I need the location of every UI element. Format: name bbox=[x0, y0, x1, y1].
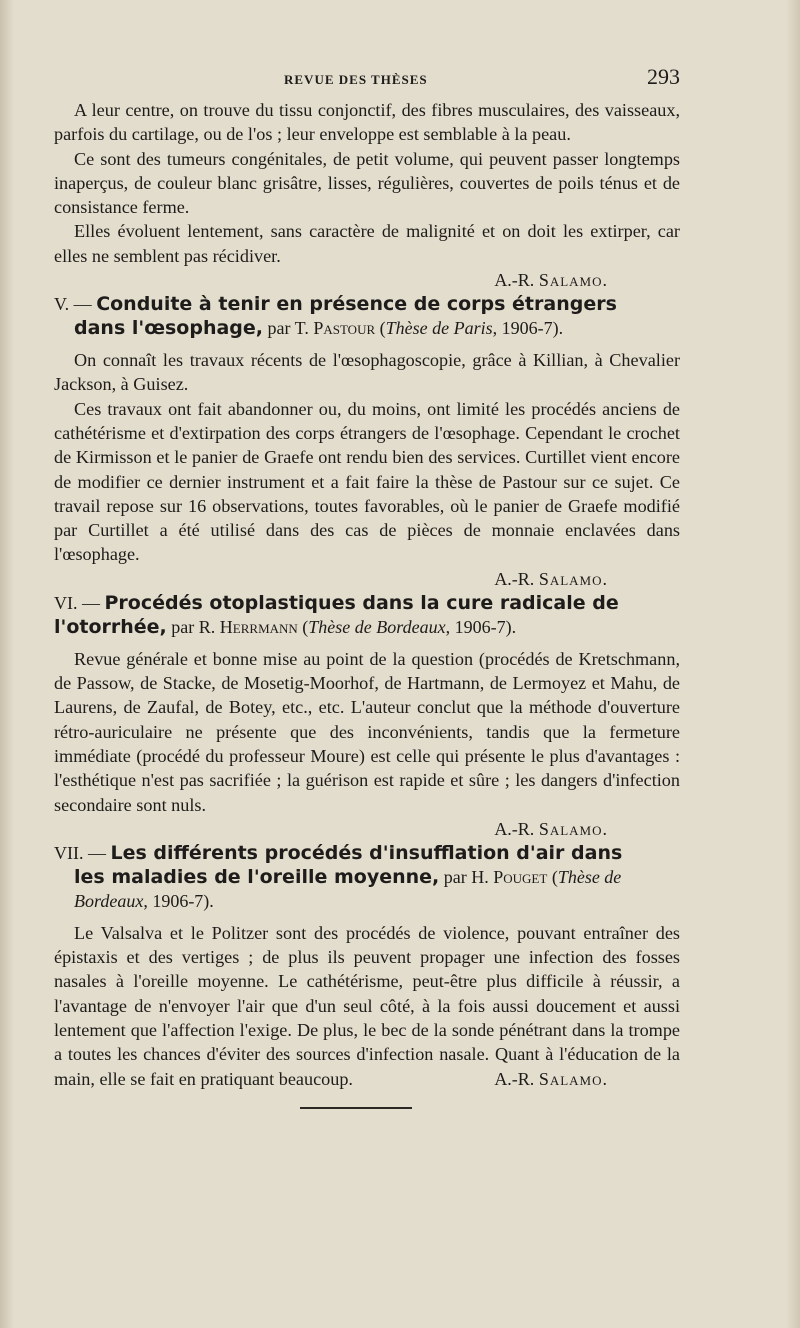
section-thesis: Thèse de Bordeaux bbox=[308, 616, 446, 637]
signature bbox=[54, 817, 680, 841]
intro-paragraph: A leur centre, on trouve du tissu conjonctif, des fibres musculaires, des vaisseaux, parfois du cartilage, ou de l'os ; leur enveloppe est semblable à la peau. bbox=[54, 100, 680, 145]
end-rule bbox=[300, 1107, 412, 1109]
section-title-cont: l'otorrhée, bbox=[54, 615, 167, 638]
signature-initials: A.-R. bbox=[494, 568, 535, 589]
section-year: , 1906-7). bbox=[492, 318, 564, 339]
section-by: par R. bbox=[171, 616, 216, 637]
running-header bbox=[54, 64, 680, 98]
signature-name: Salamo. bbox=[538, 270, 608, 291]
section-title-cont: dans l'œsophage, bbox=[74, 317, 264, 340]
signature bbox=[54, 268, 680, 292]
signature-initials: A.-R. bbox=[494, 818, 535, 839]
section-title-cont: les maladies de l'oreille moyenne, bbox=[74, 865, 440, 888]
signature-name: Salamo. bbox=[538, 1068, 608, 1089]
section-heading: VI. — Procédés otoplastiques dans la cure radicale de l'otorrhée, par R. Herrmann (Thèse de Bordeaux, 1906-7). bbox=[54, 591, 619, 638]
intro-paragraph: Ce sont des tumeurs congénitales, de petit volume, qui peuvent passer longtemps inaperçus, de couleur blanc grisâtre, lisses, régulières, couvertes de poils ténus et de consistance ferme. bbox=[54, 148, 680, 218]
section-number: V. — bbox=[54, 294, 92, 315]
section-heading: VII. — Les différents procédés d'insufflation d'air dans les maladies de l'oreille moyenne, par H. Pouget (Thèse de Bordeaux, 1906-7). bbox=[54, 841, 623, 911]
page-number: 293 bbox=[647, 64, 680, 89]
intro-paragraph: Elles évoluent lentement, sans caractère de malignité et on doit les extirper, car elles ne semblent pas récidiver. bbox=[54, 221, 680, 266]
section-title: Procédés otoplastiques dans la cure radicale de bbox=[104, 591, 619, 614]
section-author: Herrmann bbox=[219, 616, 298, 637]
running-title: REVUE DES THÈSES bbox=[284, 72, 428, 87]
section-thesis: Thèse de Paris bbox=[385, 318, 493, 339]
section-paragraph: Ces travaux ont fait abandonner ou, du moins, ont limité les procédés anciens de cathétérisme et d'extirpation des corps étrangers de l'œsophage. Cependant le crochet de Kirmisson et le panier de Graefe ont rendu bien des services. Curtillet vient encore de modifier ce dernier instrument et a fait faire la thèse de Pastour sur ce sujet. Ce travail repose sur 16 observations, toutes favorables, où le panier de Graefe modifié par Curtillet a été utilisé dans des cas de pièces de monnaie enclavées dans l'œsophage. bbox=[54, 398, 680, 565]
section-paragraph: On connaît les travaux récents de l'œsophagoscopie, grâce à Killian, à Chevalier Jackson, à Guisez. bbox=[54, 350, 680, 395]
signature-initials: A.-R. bbox=[494, 1068, 535, 1089]
signature-name: Salamo. bbox=[538, 818, 608, 839]
section-paragraph: Revue générale et bonne mise au point de la question (procédés de Kretschmann, de Passow, de Stacke, de Mosetig-Moorhof, de Hartmann, de Lermoyez et Mahu, de Laurens, de Zaufal, de Botey, etc., etc. L'auteur conclut que la méthode d'ouverture rétro-auriculaire ne présente que des inconvénients, tandis que la fermeture immédiate (procédé du professeur Moure) est celle qui présente le plus d'avantages : l'esthétique n'est pas sacrifiée ; la guérison est rapide et sûre ; les dangers d'infection secondaire sont nuls. bbox=[54, 648, 680, 815]
section-year: , 1906-7). bbox=[445, 616, 517, 637]
section-year: , 1906-7). bbox=[143, 890, 214, 911]
signature bbox=[54, 567, 680, 591]
section-title: Les différents procédés d'insufflation d'air dans bbox=[110, 841, 623, 864]
section-by: par T. bbox=[267, 318, 309, 339]
section-paragraph: Le Valsalva et le Politzer sont des procédés de violence, pouvant entraîner des épistaxis et des vertiges ; de plus ils peuvent propager une infection des fosses nasales à l'oreille moyenne. Le cathétérisme, peut-être plus difficile à réussir, a l'avantage de n'envoyer l'air que d'un seul côté, à la fois aussi doucement et aussi lentement que l'affection l'exige. De plus, le bec de la sonde pénétrant dans la trompe a toutes les chances d'éviter des sources d'infection nasale. Quant à l'éducation de la main, elle se fait en pratiquant beaucoup. bbox=[54, 922, 680, 1089]
section-by: par H. bbox=[443, 866, 489, 887]
section-heading: V. — Conduite à tenir en présence de corps étrangers dans l'œsophage, par T. Pastour (Thèse de Paris, 1906-7). bbox=[54, 293, 617, 340]
section-number: VI. — bbox=[54, 592, 100, 613]
section-author: Pouget bbox=[493, 866, 548, 887]
signature-initials: A.-R. bbox=[494, 270, 535, 291]
section-number: VII. — bbox=[54, 842, 106, 863]
signature-name: Salamo. bbox=[538, 568, 608, 589]
section-title: Conduite à tenir en présence de corps étrangers bbox=[96, 293, 617, 316]
section-thesis: Thèse de Bordeaux bbox=[74, 866, 622, 911]
section-author: Pastour bbox=[313, 318, 376, 339]
